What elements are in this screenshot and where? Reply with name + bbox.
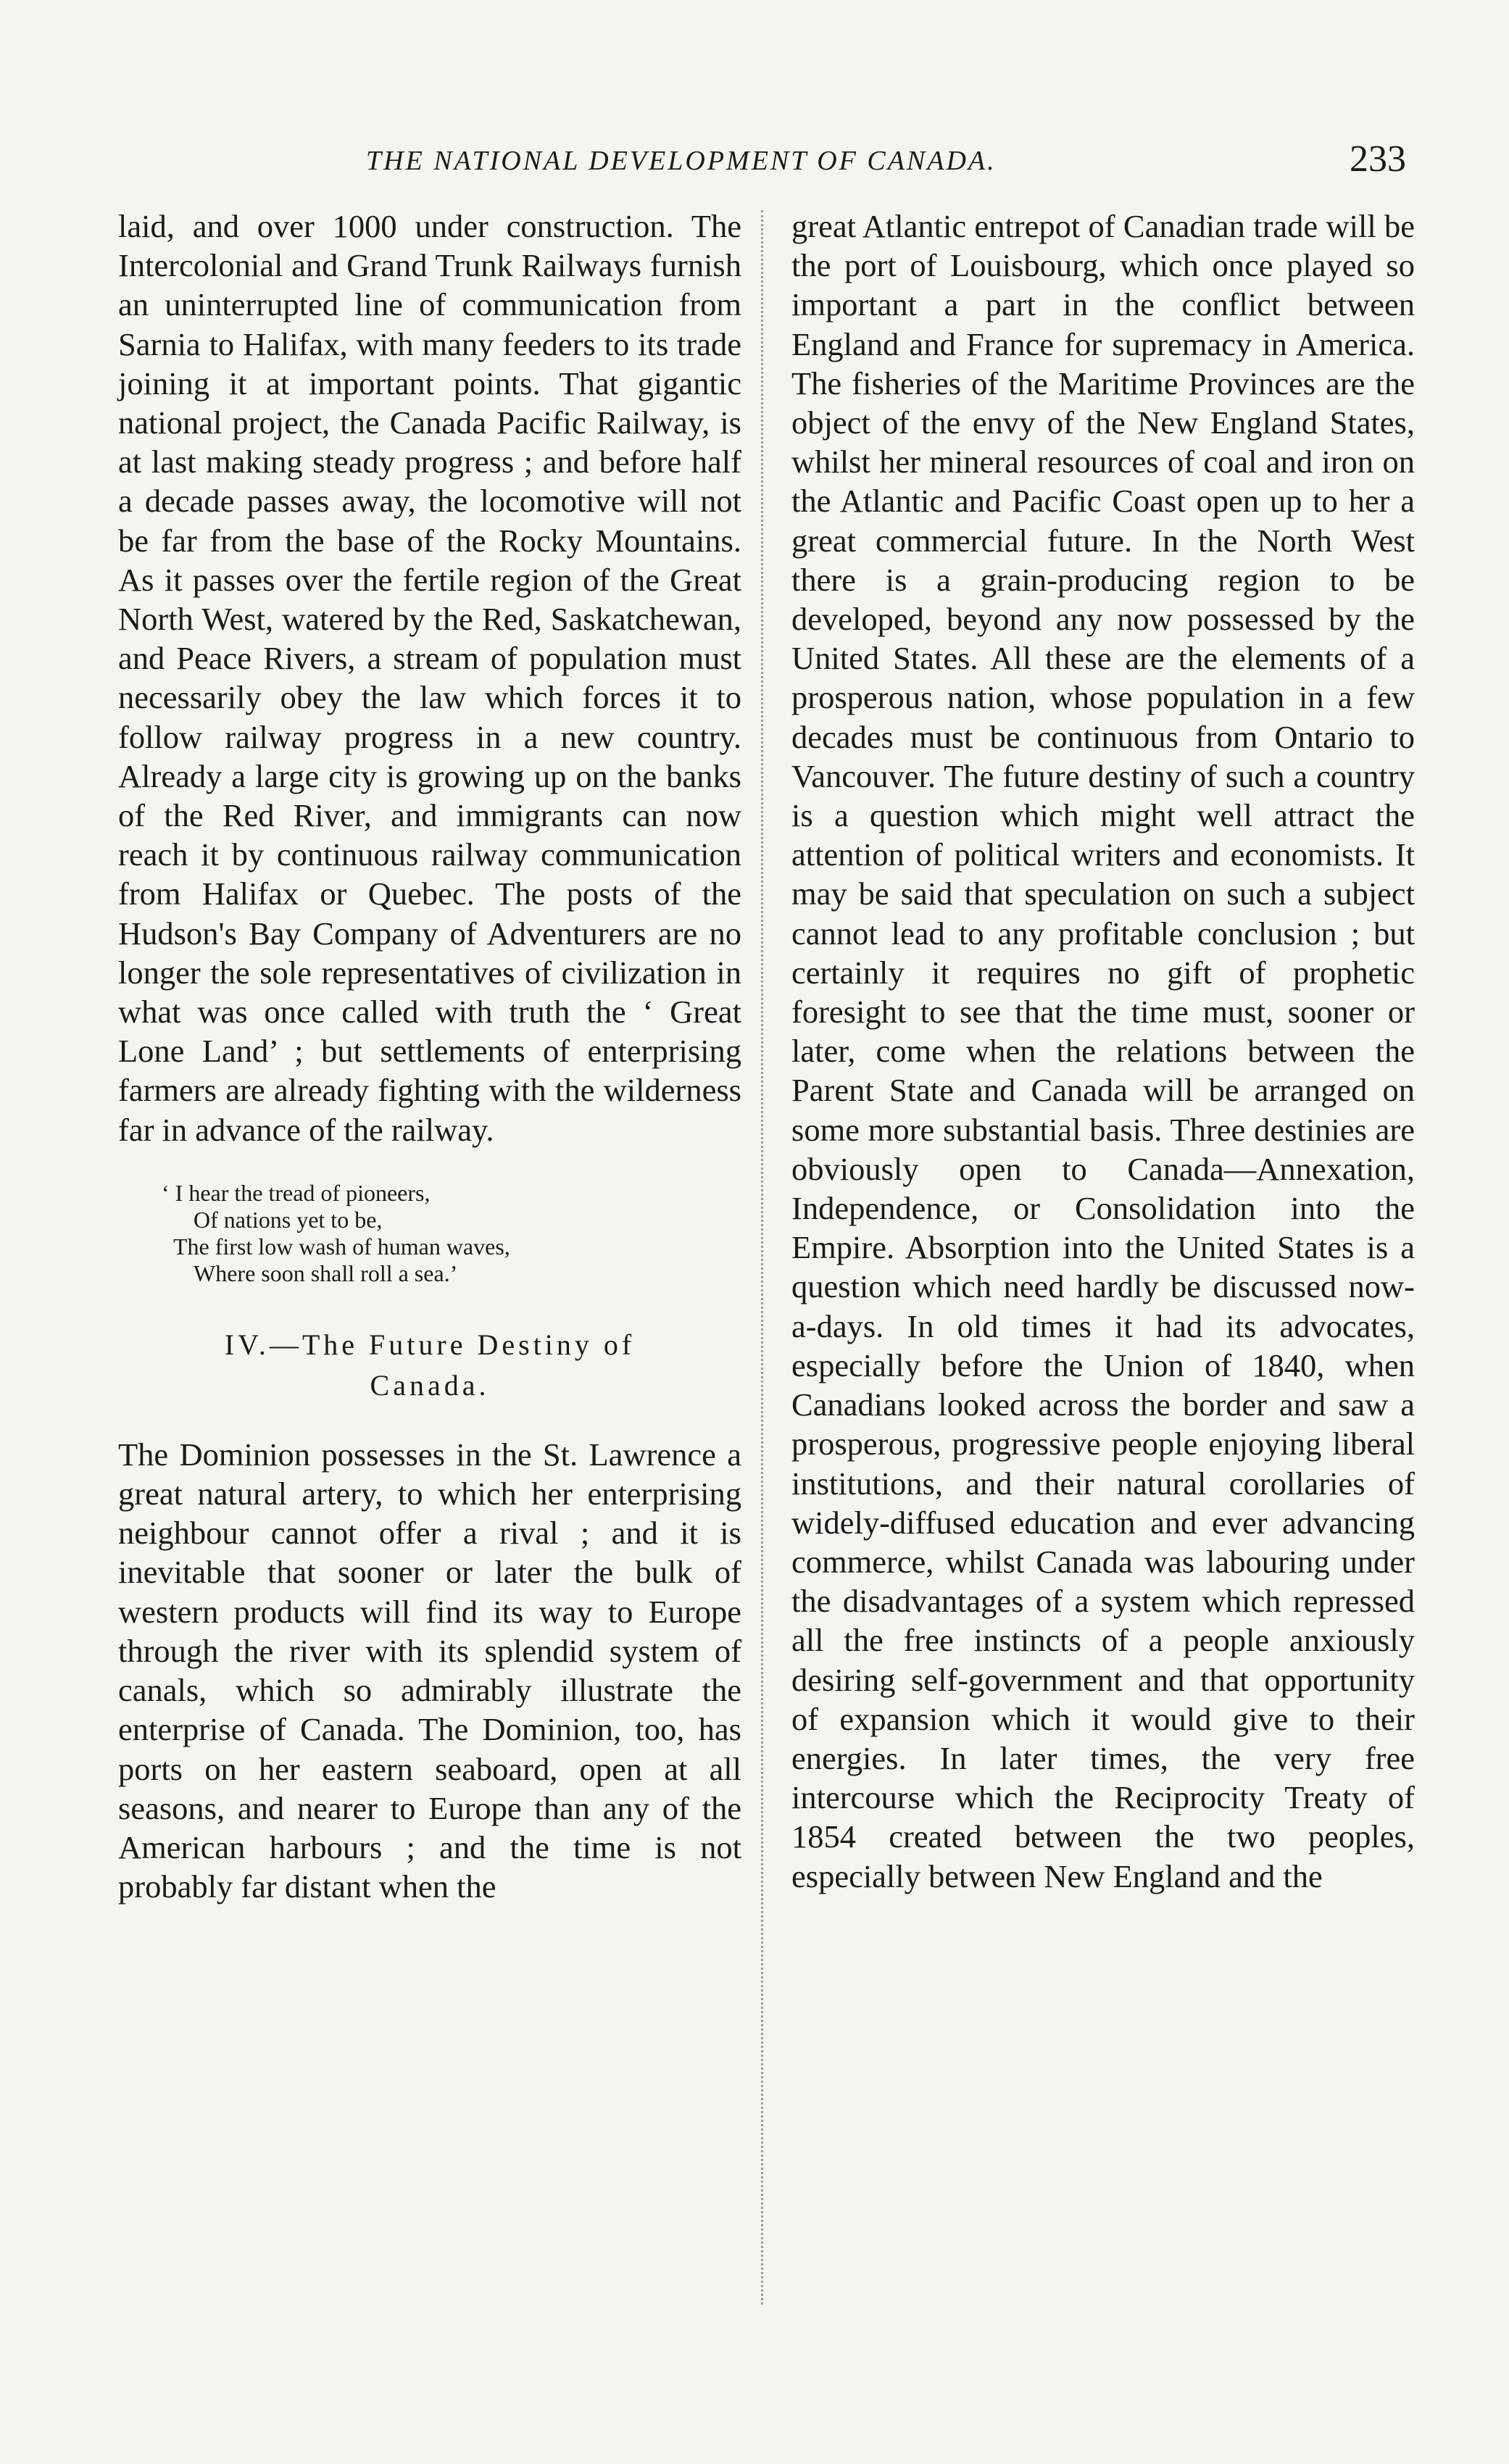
running-title: THE NATIONAL DEVELOPMENT OF CANADA. [366,146,997,176]
page-header [116,138,1406,196]
poem-quote [162,1180,741,1287]
left-column [118,207,741,1906]
poem-line: ‘ I hear the tread of pioneers, [162,1179,431,1206]
section-heading-line: IV.—The Future Destiny of [224,1328,636,1361]
right-column [791,207,1415,1896]
column-divider [761,210,763,2305]
poem-line: Of nations yet to be, [194,1206,383,1233]
section-heading-line: Canada. [370,1368,490,1402]
paragraph: The Dominion possesses in the St. Lawrence a great natural artery, to which her enterprising neighbour cannot offer a rival ; and it is inevitable that sooner or later the bulk of western products will find its way to Europe through the river with its splendid system of canals, which so admirably illustrate the enterprise of Canada. The Dominion, too, has ports on her eastern seaboard, open at all seasons, and nearer to Europe than any of the American harbours ; and the time is not probably far distant when the [118,1436,741,1905]
poem-line: The first low wash of human waves, [173,1233,510,1260]
poem-line: Where soon shall roll a sea.’ [194,1260,458,1286]
page-number: 233 [1350,138,1406,180]
paragraph: great Atlantic entrepot of Canadian trade will be the port of Louisbourg, which once played so important a part in the conflict between England and France for supremacy in America. The fisheries of the Maritime Provinces are the object of the envy of the New England States, whilst her mineral resources of coal and iron on the Atlantic and Pacific Coast open up to her a great commercial future. In the North West there is a grain-producing region to be developed, beyond any now possessed by the United States. All these are the elements of a prosperous nation, whose population in a few decades must be continuous from Ontario to Vancouver. The future destiny of such a country is a question which might well attract the attention of political writers and economists. It may be said that speculation on such a subject cannot lead to any profitable conclusion ; but certainly it requires no gift of prophetic foresight to see that the time must, sooner or later, come when the relations between the Parent State and Canada will be arranged on some more substantial basis. Three destinies are obviously open to Canada—Annexation, Independence, or Consolidation into the Empire. Absorption into the United States is a question which need hardly be discussed now-a-days. In old times it had its advocates, especially before the Union of 1840, when Canadians looked across the border and saw a prosperous, progressive people enjoying liberal institutions, and their natural corollaries of widely-diffused education and ever advancing commerce, whilst Canada was labouring under the disadvantages of a system which repressed all the free instincts of a people anxiously desiring self-government and that opportunity of expansion which it would give to their energies. In later times, the very free intercourse which the Reciprocity Treaty of 1854 created between the two peoples, especially between New England and the [791,208,1415,1894]
section-heading [118,1325,741,1406]
paragraph: laid, and over 1000 under construction. The Intercolonial and Grand Trunk Railways furnish an uninterrupted line of communication from Sarnia to Halifax, with many feeders to its trade joining it at important points. That gigantic national project, the Canada Pacific Railway, is at last making steady progress ; and before half a decade passes away, the locomotive will not be far from the base of the Rocky Mountains. As it passes over the fertile region of the Great North West, watered by the Red, Saskatchewan, and Peace Rivers, a stream of population must necessarily obey the law which forces it to follow railway progress in a new country. Already a large city is growing up on the banks of the Red River, and immigrants can now reach it by continuous railway communication from Halifax or Quebec. The posts of the Hudson's Bay Company of Adventurers are no longer the sole representatives of civilization in what was once called with truth the ‘ Great Lone Land’ ; but settlements of enterprising farmers are already fighting with the wilderness far in advance of the railway. [118,208,741,1148]
